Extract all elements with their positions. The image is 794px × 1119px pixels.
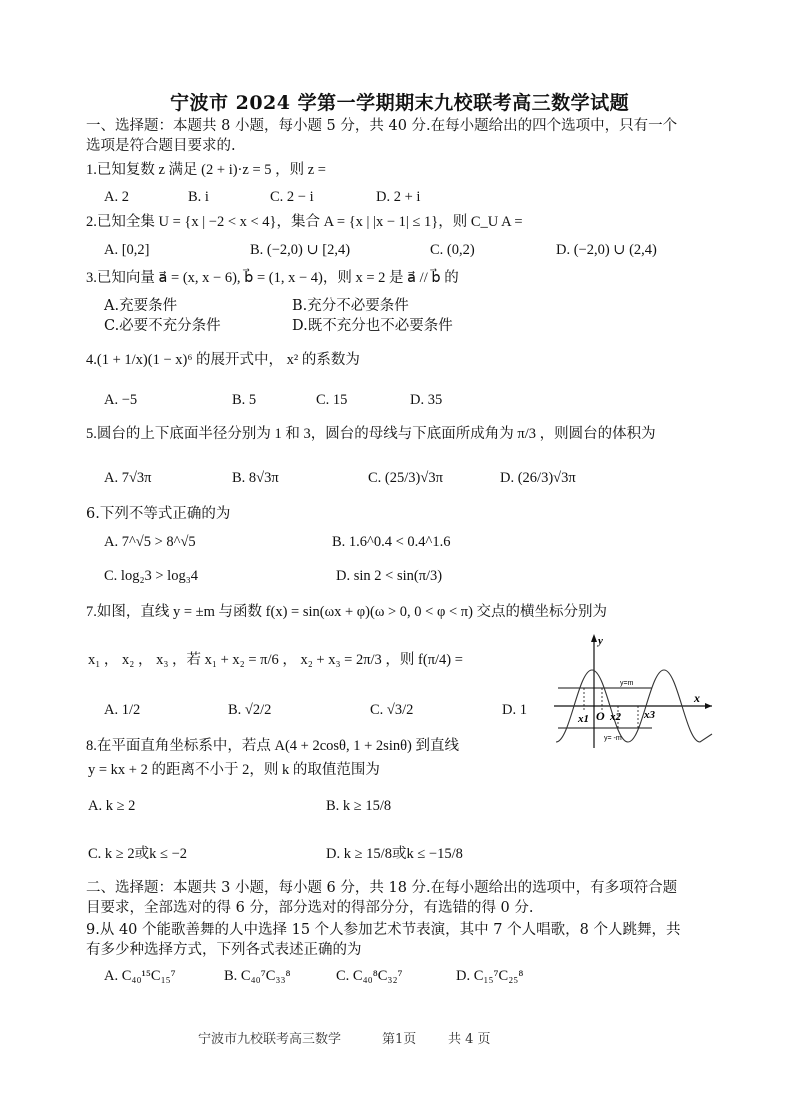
q3-stem: 3.已知向量 a⃗ = (x, x − 6), b⃗ = (1, x − 4)，则 x = 2 是 a⃗ // b⃗ 的 [86,270,459,286]
x2-label: x2 [610,711,621,723]
x3-label: x3 [644,709,655,721]
q7-stem-line1: 7.如图，直线 y = ±m 与函数 f(x) = sin(ωx + φ)(ω > 0, 0 < φ < π) 交点的横坐标分别为 [86,604,608,620]
x-axis-label: x [694,691,700,705]
q1-option-b: B. i [188,189,209,205]
q9-option-d: D. C₁₅⁷C₂₅⁸ [456,968,524,984]
q6-option-a: A. 7^√5 > 8^√5 [104,534,196,550]
section1-header-line2: 选项是符合题目要求的. [86,138,236,154]
q5-option-c: C. (25/3)√3π [368,470,443,486]
q2-option-a: A. [0,2] [104,242,150,258]
q8-stem-line1: 8.在平面直角坐标系中，若点 A(4 + 2cosθ, 1 + 2sinθ) 到直线 [86,738,459,754]
q2-stem: 2.已知全集 U = {x | −2 < x < 4}，集合 A = {x | |x − 1| ≤ 1}，则 C_U A = [86,214,523,230]
q2-option-c: C. (0,2) [430,242,475,258]
q4-option-b: B. 5 [232,392,257,408]
y-axis-label: y [598,635,603,647]
footer-page-number: 第1页 [382,1032,417,1047]
q4-option-c: C. 15 [316,392,348,408]
q1-option-c: C. 2 − i [270,189,314,205]
q7-option-c: C. √3/2 [370,702,414,718]
q4-stem: 4.(1 + 1/x)(1 − x)⁶ 的展开式中， x² 的系数为 [86,352,360,368]
y-axis-arrow-icon [591,634,597,642]
bottom-line-label: y= -m [604,735,622,742]
q5-option-b: B. 8√3π [232,470,279,486]
q8-stem-line2: y = kx + 2 的距离不小于 2，则 k 的取值范围为 [88,762,380,778]
q9-option-b: B. C₄₀⁷C₃₃⁸ [224,968,291,984]
q4-option-d: D. 35 [410,392,443,408]
section2-header-line2: 目要求，全部选对的得 6 分，部分选对的得部分分，有选错的得 0 分. [86,900,534,916]
q7-option-b: B. √2/2 [228,702,272,718]
q5-option-a: A. 7√3π [104,470,152,486]
q8-option-c: C. k ≥ 2或k ≤ −2 [88,846,188,862]
section2-header-line1: 二、选择题：本题共 3 小题，每小题 6 分，共 18 分.在每小题给出的选项中，有多项符合题 [86,880,678,896]
q1-option-d: D. 2 + i [376,189,421,205]
q3-option-b: B.充分不必要条件 [292,298,409,314]
footer-total-pages: 共 4 页 [448,1032,491,1047]
section1-header-line1: 一、选择题：本题共 8 小题，每小题 5 分，共 40 分.在每小题给出的四个选项中，只有一个 [86,118,678,134]
q2-option-d: D. (−2,0) ∪ (2,4) [556,242,657,258]
q9-option-c: C. C₄₀⁸C₃₂⁷ [336,968,403,984]
q3-option-a: A.充要条件 [104,298,178,314]
q9-stem-line1: 9.从 40 个能歌善舞的人中选择 15 个人参加艺术节表演，其中 7 个人唱歌，8 个人跳舞，共 [86,922,681,938]
x1-label: x1 [578,713,589,725]
q9-option-a: A. C₄₀¹⁵C₁₅⁷ [104,968,176,984]
q8-option-d: D. k ≥ 15/8或k ≤ −15/8 [326,846,463,862]
q3-option-d: D.既不充分也不必要条件 [292,318,453,334]
q7-option-a: A. 1/2 [104,702,141,718]
q5-option-d: D. (26/3)√3π [500,470,576,486]
q1-stem: 1.已知复数 z 满足 (2 + i)·z = 5 ，则 z = [86,162,326,178]
q7-option-d: D. 1 [502,702,527,718]
q6-option-b: B. 1.6^0.4 < 0.4^1.6 [332,534,451,550]
q8-option-a: A. k ≥ 2 [88,798,136,814]
q1-option-a: A. 2 [104,189,129,205]
q6-option-c: C. log₂3 > log₃4 [104,568,199,584]
q3-option-c: C.必要不充分条件 [104,318,221,334]
footer-school: 宁波市九校联考高三数学 [198,1032,342,1047]
top-line-label: y=m [620,680,634,687]
q8-option-b: B. k ≥ 15/8 [326,798,392,814]
origin-label: O [596,709,605,723]
exam-title: 宁波市 2024 学第一学期期末九校联考高三数学试题 [170,92,630,114]
q7-stem-line2: x₁ ， x₂ ， x₃ ，若 x₁ + x₂ = π/6 ， x₂ + x₃ = 2π/3 ，则 f(π/4) = [88,652,463,668]
x-axis-arrow-icon [705,703,712,709]
q7-sine-figure [552,630,714,750]
q5-stem: 5.圆台的上下底面半径分别为 1 和 3，圆台的母线与下底面所成角为 π/3 ，则圆台的体积为 [86,426,656,442]
q6-stem: 6.下列不等式正确的为 [86,506,231,522]
q2-option-b: B. (−2,0) ∪ [2,4) [250,242,351,258]
q4-option-a: A. −5 [104,392,138,408]
q6-option-d: D. sin 2 < sin(π/3) [336,568,443,584]
q9-stem-line2: 有多少种选择方式，下列各式表述正确的为 [86,942,362,958]
